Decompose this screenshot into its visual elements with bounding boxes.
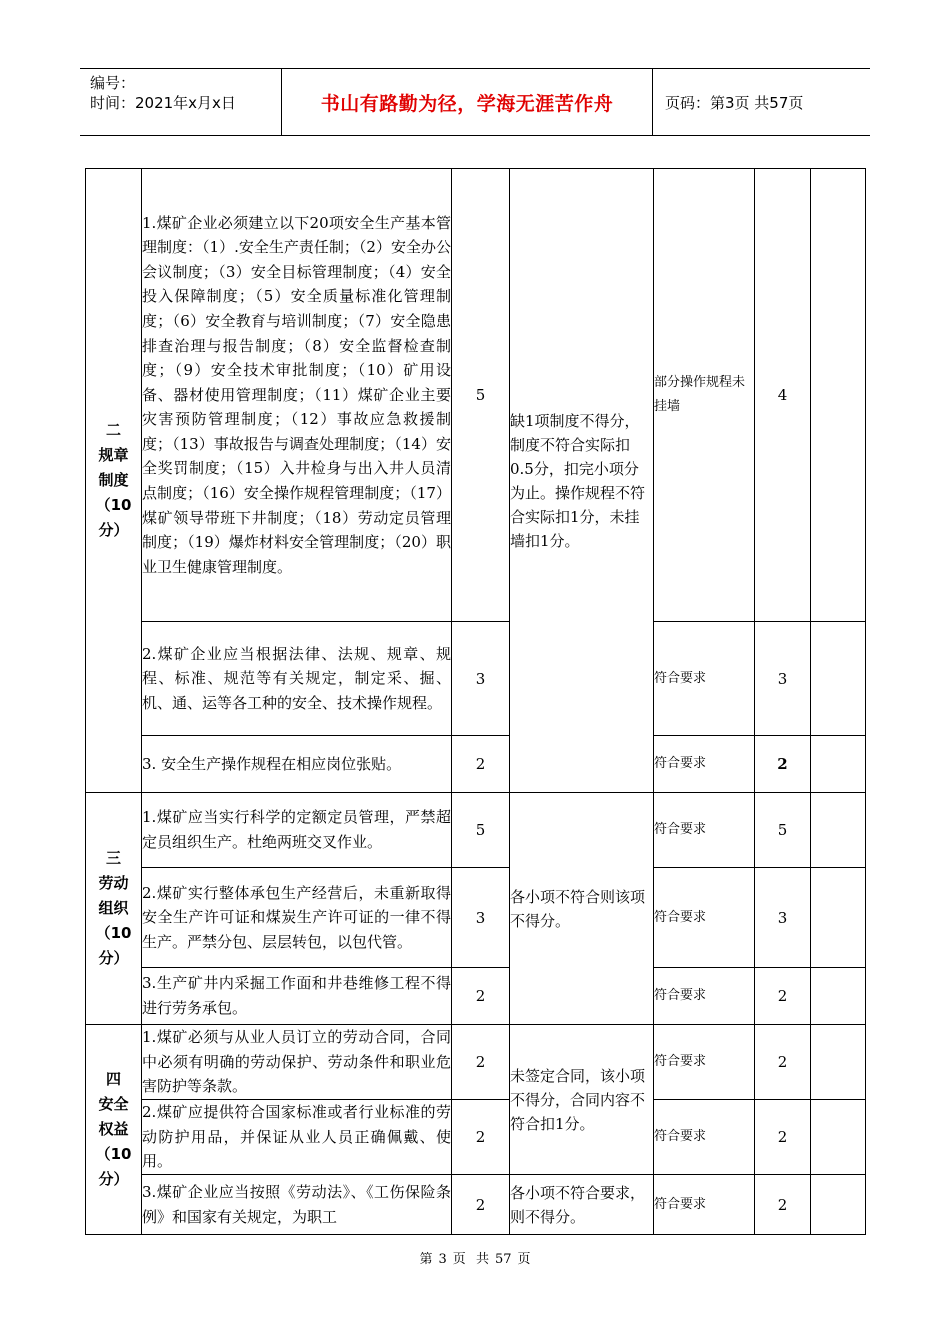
table-row	[86, 1175, 866, 1235]
got-score-cell: 3	[755, 622, 811, 736]
score-cell: 2	[452, 736, 510, 793]
table-row	[86, 622, 866, 736]
score-cell: 2	[452, 1175, 510, 1235]
remark-cell	[811, 1025, 866, 1100]
section-title-4: 四 安全 权益 （10 分）	[86, 1025, 142, 1235]
header-motto: 书山有路勤为径，学海无涯苦作舟	[282, 69, 653, 135]
remark-cell	[811, 868, 866, 968]
requirement-cell: 1.煤矿必须与从业人员订立的劳动合同，合同中必须有明确的劳动保护、劳动条件和职业危害防护等条款。	[142, 1025, 452, 1100]
got-score-cell: 2	[755, 1175, 811, 1235]
finding-cell: 符合要求	[654, 868, 755, 968]
got-score-cell: 4	[755, 169, 811, 622]
assessment-table	[85, 168, 866, 1235]
got-score-cell: 3	[755, 868, 811, 968]
requirement-cell: 3. 安全生产操作规程在相应岗位张贴。	[142, 736, 452, 793]
score-cell: 3	[452, 622, 510, 736]
finding-cell: 符合要求	[654, 968, 755, 1025]
finding-cell: 部分操作规程未挂墙	[654, 169, 755, 622]
requirement-cell: 3.生产矿井内采掘工作面和井巷维修工程不得进行劳务承包。	[142, 968, 452, 1025]
finding-cell: 符合要求	[654, 736, 755, 793]
finding-cell: 符合要求	[654, 622, 755, 736]
score-cell: 3	[452, 868, 510, 968]
table-row	[86, 1025, 866, 1100]
score-cell: 2	[452, 968, 510, 1025]
table-row	[86, 169, 866, 622]
got-score-cell: 5	[755, 793, 811, 868]
score-cell: 5	[452, 169, 510, 622]
table-row	[86, 793, 866, 868]
section-title-3: 三 劳动 组织 （10 分）	[86, 793, 142, 1025]
got-score-cell: 2	[755, 1100, 811, 1175]
footer-page-number: 3	[438, 1252, 447, 1267]
section-title-2: 二 规章 制度 （10 分）	[86, 169, 142, 793]
document-date: 时间：2021年x月x日	[90, 94, 236, 112]
finding-cell: 符合要求	[654, 793, 755, 868]
remark-cell	[811, 622, 866, 736]
table-row	[86, 968, 866, 1025]
requirement-cell: 2.煤矿实行整体承包生产经营后，未重新取得安全生产许可证和煤炭生产许可证的一律不得生产。严禁分包、层层转包，以包代管。	[142, 868, 452, 968]
footer-total-pages: 57	[494, 1252, 512, 1267]
remark-cell	[811, 169, 866, 622]
score-cell: 2	[452, 1100, 510, 1175]
remark-cell	[811, 968, 866, 1025]
finding-cell: 符合要求	[654, 1175, 755, 1235]
page-footer: 第 3 页 共 57 页	[419, 1252, 531, 1267]
remark-cell	[811, 736, 866, 793]
scoring-standard: 各小项不符合要求，则不得分。	[510, 1175, 654, 1235]
requirement-cell: 3.煤矿企业应当按照《劳动法》、《工伤保险条例》和国家有关规定，为职工	[142, 1175, 452, 1235]
score-cell: 5	[452, 793, 510, 868]
remark-cell	[811, 793, 866, 868]
got-score-cell: 2	[755, 968, 811, 1025]
got-score-cell: 2	[755, 1025, 811, 1100]
scoring-standard: 缺1项制度不得分，制度不符合实际扣0.5分，扣完小项分为止。操作规程不符合实际扣1分，未挂墙扣1分。	[510, 169, 654, 793]
requirement-cell: 1.煤矿应当实行科学的定额定员管理，严禁超定员组织生产。杜绝两班交叉作业。	[142, 793, 452, 868]
requirement-cell: 1.煤矿企业必须建立以下20项安全生产基本管理制度：（1）.安全生产责任制；（2）安全办公会议制度；（3）安全目标管理制度；（4）安全投入保障制度；（5）安全质量标准化管理制度；（6）安全教育与培训制度；（7）安全隐患排查治理与报告制度；（8）安全监督检查制度；（9）安全技术审批制度；（10）矿用设备、器材使用管理制度；（11）煤矿企业主要灾害预防管理制度；（12）事故应急救援制度；（13）事故报告与调查处理制度；（14）安全奖罚制度；（15）入井检身与出入井人员清点制度；（16）安全操作规程管理制度；（17）煤矿领导带班下井制度；（18）劳动定员管理制度；（19）爆炸材料安全管理制度；（20）职业卫生健康管理制度。	[142, 169, 452, 622]
table-row	[86, 1100, 866, 1175]
header-meta	[80, 69, 282, 135]
got-score-cell: 2	[755, 736, 811, 793]
remark-cell	[811, 1100, 866, 1175]
finding-cell: 符合要求	[654, 1025, 755, 1100]
remark-cell	[811, 1175, 866, 1235]
header-page-code: 页码：第3页 共57页	[665, 93, 804, 112]
page-header	[80, 68, 870, 136]
document-number-label: 编号：	[90, 74, 136, 92]
requirement-cell: 2.煤矿应提供符合国家标准或者行业标准的劳动防护用品，并保证从业人员正确佩戴、使用。	[142, 1100, 452, 1175]
finding-cell: 符合要求	[654, 1100, 755, 1175]
table-row	[86, 868, 866, 968]
requirement-cell: 2.煤矿企业应当根据法律、法规、规章、规程、标准、规范等有关规定，制定采、掘、机、通、运等各工种的安全、技术操作规程。	[142, 622, 452, 736]
scoring-standard: 未签定合同，该小项不得分，合同内容不符合扣1分。	[510, 1025, 654, 1175]
scoring-standard: 各小项不符合则该项不得分。	[510, 793, 654, 1025]
score-cell: 2	[452, 1025, 510, 1100]
table-row	[86, 736, 866, 793]
